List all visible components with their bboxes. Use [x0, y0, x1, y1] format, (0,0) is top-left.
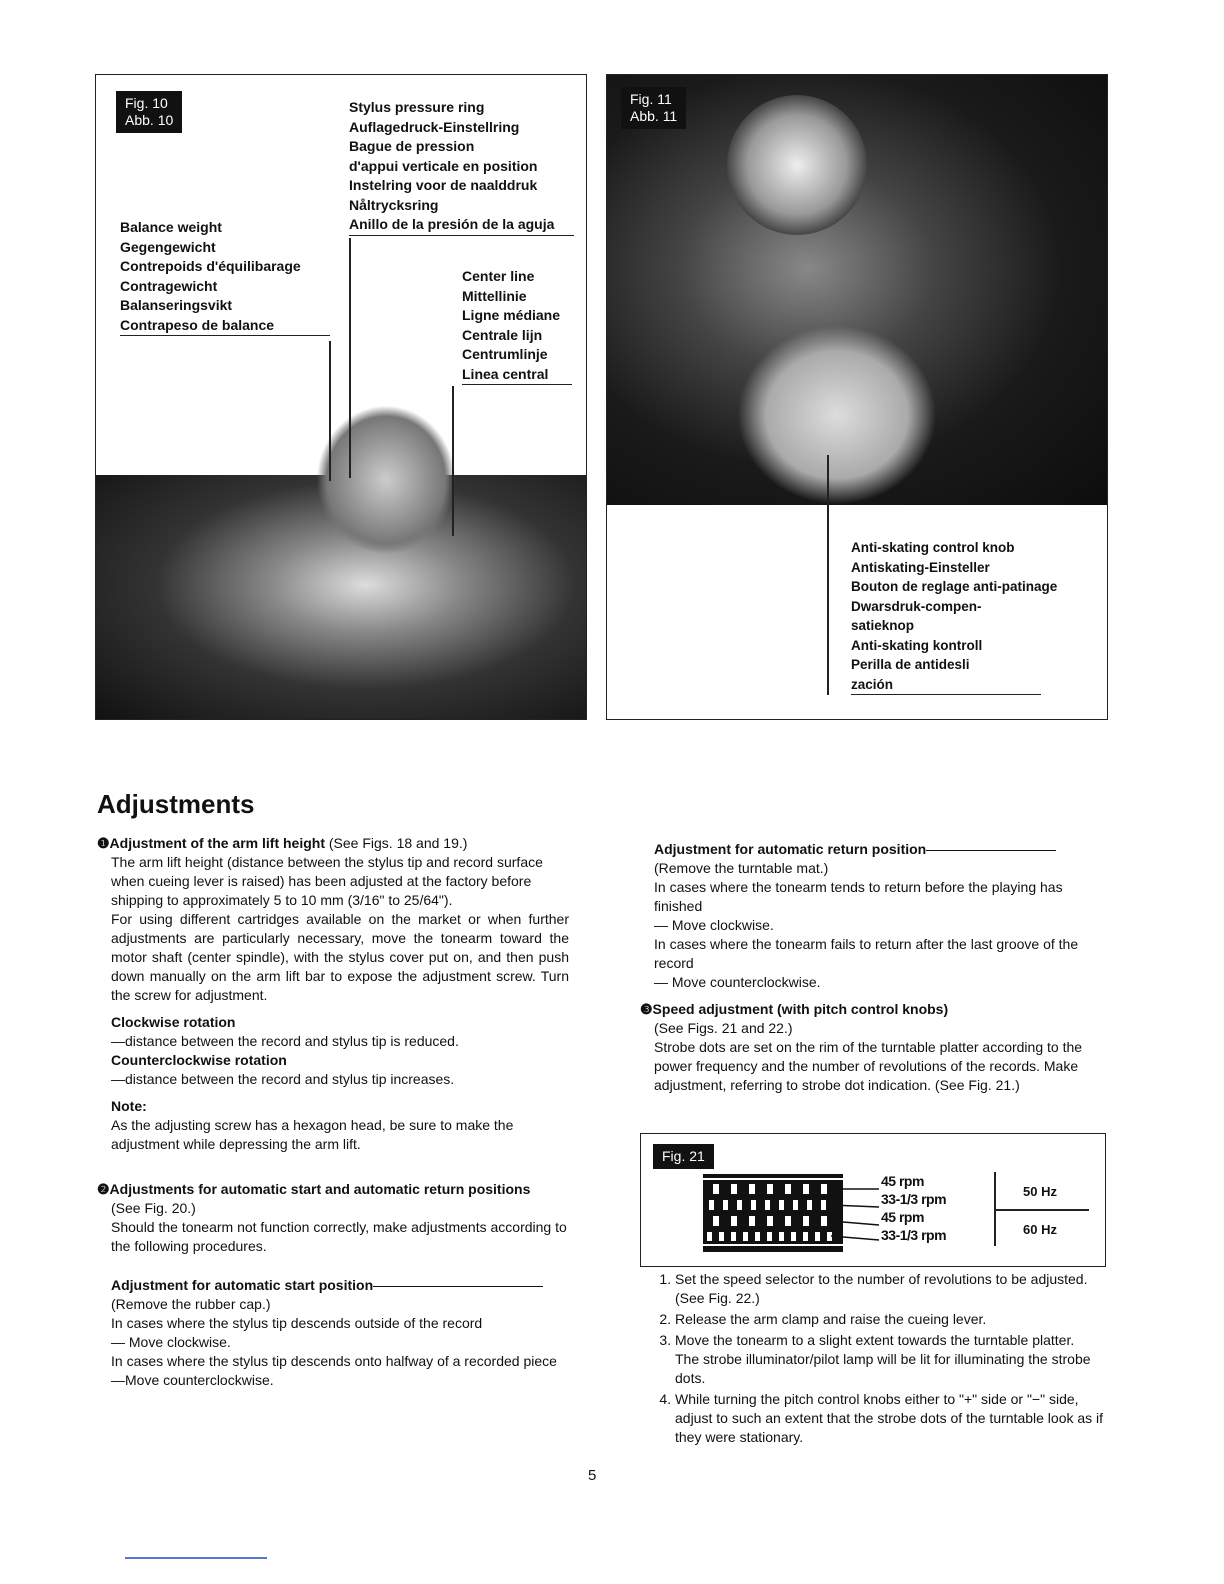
- strobe-dots-diagram: [701, 1174, 881, 1254]
- return-case-1: In cases where the tonearm tends to return before the playing has finished: [654, 879, 1063, 914]
- section-1-p1: The arm lift height (distance between the stylus tip and record surface when cueing lever is raised) has been adjusted at the factory before shipping to approximately 5 to 10 mm (3/16" to 25/64").: [111, 854, 543, 908]
- photo-arm-base: [727, 95, 867, 235]
- step-3: 3. Move the tonearm to a slight extent towards the turntable platter. The strobe illuminator/pilot lamp will be lit for illuminating the strobe dots.: [675, 1331, 1110, 1388]
- leader-line: [329, 341, 331, 481]
- section-1-ref: (See Figs. 18 and 19.): [328, 835, 468, 851]
- photo-hand: [316, 405, 456, 555]
- leader-line: [452, 386, 454, 536]
- rule: [926, 850, 1056, 851]
- section-1-title: ❶Adjustment of the arm lift height: [97, 835, 325, 851]
- left-column: [97, 834, 569, 1390]
- divider: [994, 1209, 1089, 1211]
- start-position-heading: Adjustment for automatic start position: [111, 1277, 374, 1293]
- start-case-1: In cases where the stylus tip descends outside of the record: [111, 1315, 483, 1331]
- speed-steps: [645, 1270, 1110, 1449]
- start-remove: (Remove the rubber cap.): [111, 1296, 271, 1312]
- step-1: 1. Set the speed selector to the number of revolutions to be adjusted. (See Fig. 22.): [675, 1270, 1110, 1308]
- clockwise-text: —distance between the record and stylus tip is reduced.: [111, 1033, 459, 1049]
- counterclockwise-heading: Counterclockwise rotation: [111, 1052, 287, 1068]
- note-text: As the adjusting screw has a hexagon head, be sure to make the adjustment while depressing the arm lift.: [111, 1117, 514, 1152]
- right-column: [640, 840, 1110, 1095]
- start-action-2: —Move counterclockwise.: [111, 1372, 274, 1388]
- center-line-label: Center line Mittellinie Ligne médiane Centrale lijn Centrumlinje Linea central: [462, 267, 572, 385]
- return-remove: (Remove the turntable mat.): [654, 860, 829, 876]
- hz-60-label: 60 Hz: [1023, 1222, 1057, 1237]
- figure-11: [606, 74, 1108, 720]
- fig-21-tag: Fig. 21: [653, 1144, 714, 1169]
- return-action-2: — Move counterclockwise.: [654, 974, 821, 990]
- stylus-ring-label: Stylus pressure ring Auflagedruck-Einstellring Bague de pression d'appui verticale en position Instelring voor de naalddruk Nåltrycksring Anillo de la presión de la aguja: [349, 98, 574, 236]
- leader-line: [349, 238, 351, 478]
- step-2: 2. Release the arm clamp and raise the cueing lever.: [675, 1310, 1110, 1329]
- section-3-title: ❸Speed adjustment (with pitch control knobs): [640, 1001, 949, 1017]
- hz-50-label: 50 Hz: [1023, 1184, 1057, 1199]
- rule: [373, 1286, 543, 1287]
- rpm-labels: 45 rpm 33-1/3 rpm 45 rpm 33-1/3 rpm: [881, 1173, 947, 1243]
- note-heading: Note:: [111, 1098, 147, 1114]
- fig-10-tag: Fig. 10 Abb. 10: [116, 91, 182, 133]
- anti-skating-label: Anti-skating control knob Antiskating-Einsteller Bouton de reglage anti-patinage Dwarsdruk-compen- satieknop Anti-skating kontroll Perilla de antidesli zación: [851, 538, 1041, 695]
- start-action-1: — Move clockwise.: [111, 1334, 231, 1350]
- leader-line: [827, 455, 829, 695]
- figure-10: [95, 74, 587, 720]
- section-1-p2: For using different cartridges available on the market or when further adjustments are particularly necessary, move the tonearm toward the motor shaft (center spindle), with the stylus cover put on, and then push down manually on the arm lift bar to expose the adjustment screw. Turn the screw for adjustment.: [111, 911, 569, 1003]
- section-2-ref: (See Fig. 20.): [111, 1200, 196, 1216]
- figure-21: [640, 1133, 1106, 1267]
- section-3-p1: Strobe dots are set on the rim of the turntable platter according to the power frequency and the number of revolutions of the records. Make adjustment, referring to strobe dot indication. (See Fig. 21.): [654, 1039, 1083, 1093]
- page-number: 5: [588, 1467, 597, 1484]
- counterclockwise-text: —distance between the record and stylus tip increases.: [111, 1071, 455, 1087]
- balance-weight-label: Balance weight Gegengewicht Contrepoids d'équilibarage Contragewicht Balanseringsvikt Contrapeso de balance: [120, 218, 330, 336]
- photo-fingers: [737, 325, 937, 505]
- return-case-2: In cases where the tonearm fails to return after the last groove of the record: [654, 936, 1079, 971]
- section-2-p1: Should the tonearm not function correctly, make adjustments according to the following procedures.: [111, 1219, 567, 1254]
- return-position-heading: Adjustment for automatic return position: [654, 841, 927, 857]
- footnote-rule: [125, 1557, 267, 1559]
- clockwise-heading: Clockwise rotation: [111, 1014, 236, 1030]
- section-2-title: ❷Adjustments for automatic start and automatic return positions: [97, 1181, 531, 1197]
- step-3-extra: The strobe illuminator/pilot lamp will be lit for illuminating the strobe dots.: [675, 1351, 1091, 1386]
- step-4: 4. While turning the pitch control knobs either to "+" side or "−" side, adjust to such an extent that the strobe dots of the turntable look as if they were stationary.: [675, 1390, 1110, 1447]
- fig-11-tag: Fig. 11 Abb. 11: [621, 87, 686, 129]
- start-case-2: In cases where the stylus tip descends onto halfway of a recorded piece: [111, 1353, 557, 1369]
- section-3-ref: (See Figs. 21 and 22.): [654, 1020, 793, 1036]
- return-action-1: — Move clockwise.: [654, 917, 774, 933]
- page-heading: Adjustments: [97, 789, 255, 819]
